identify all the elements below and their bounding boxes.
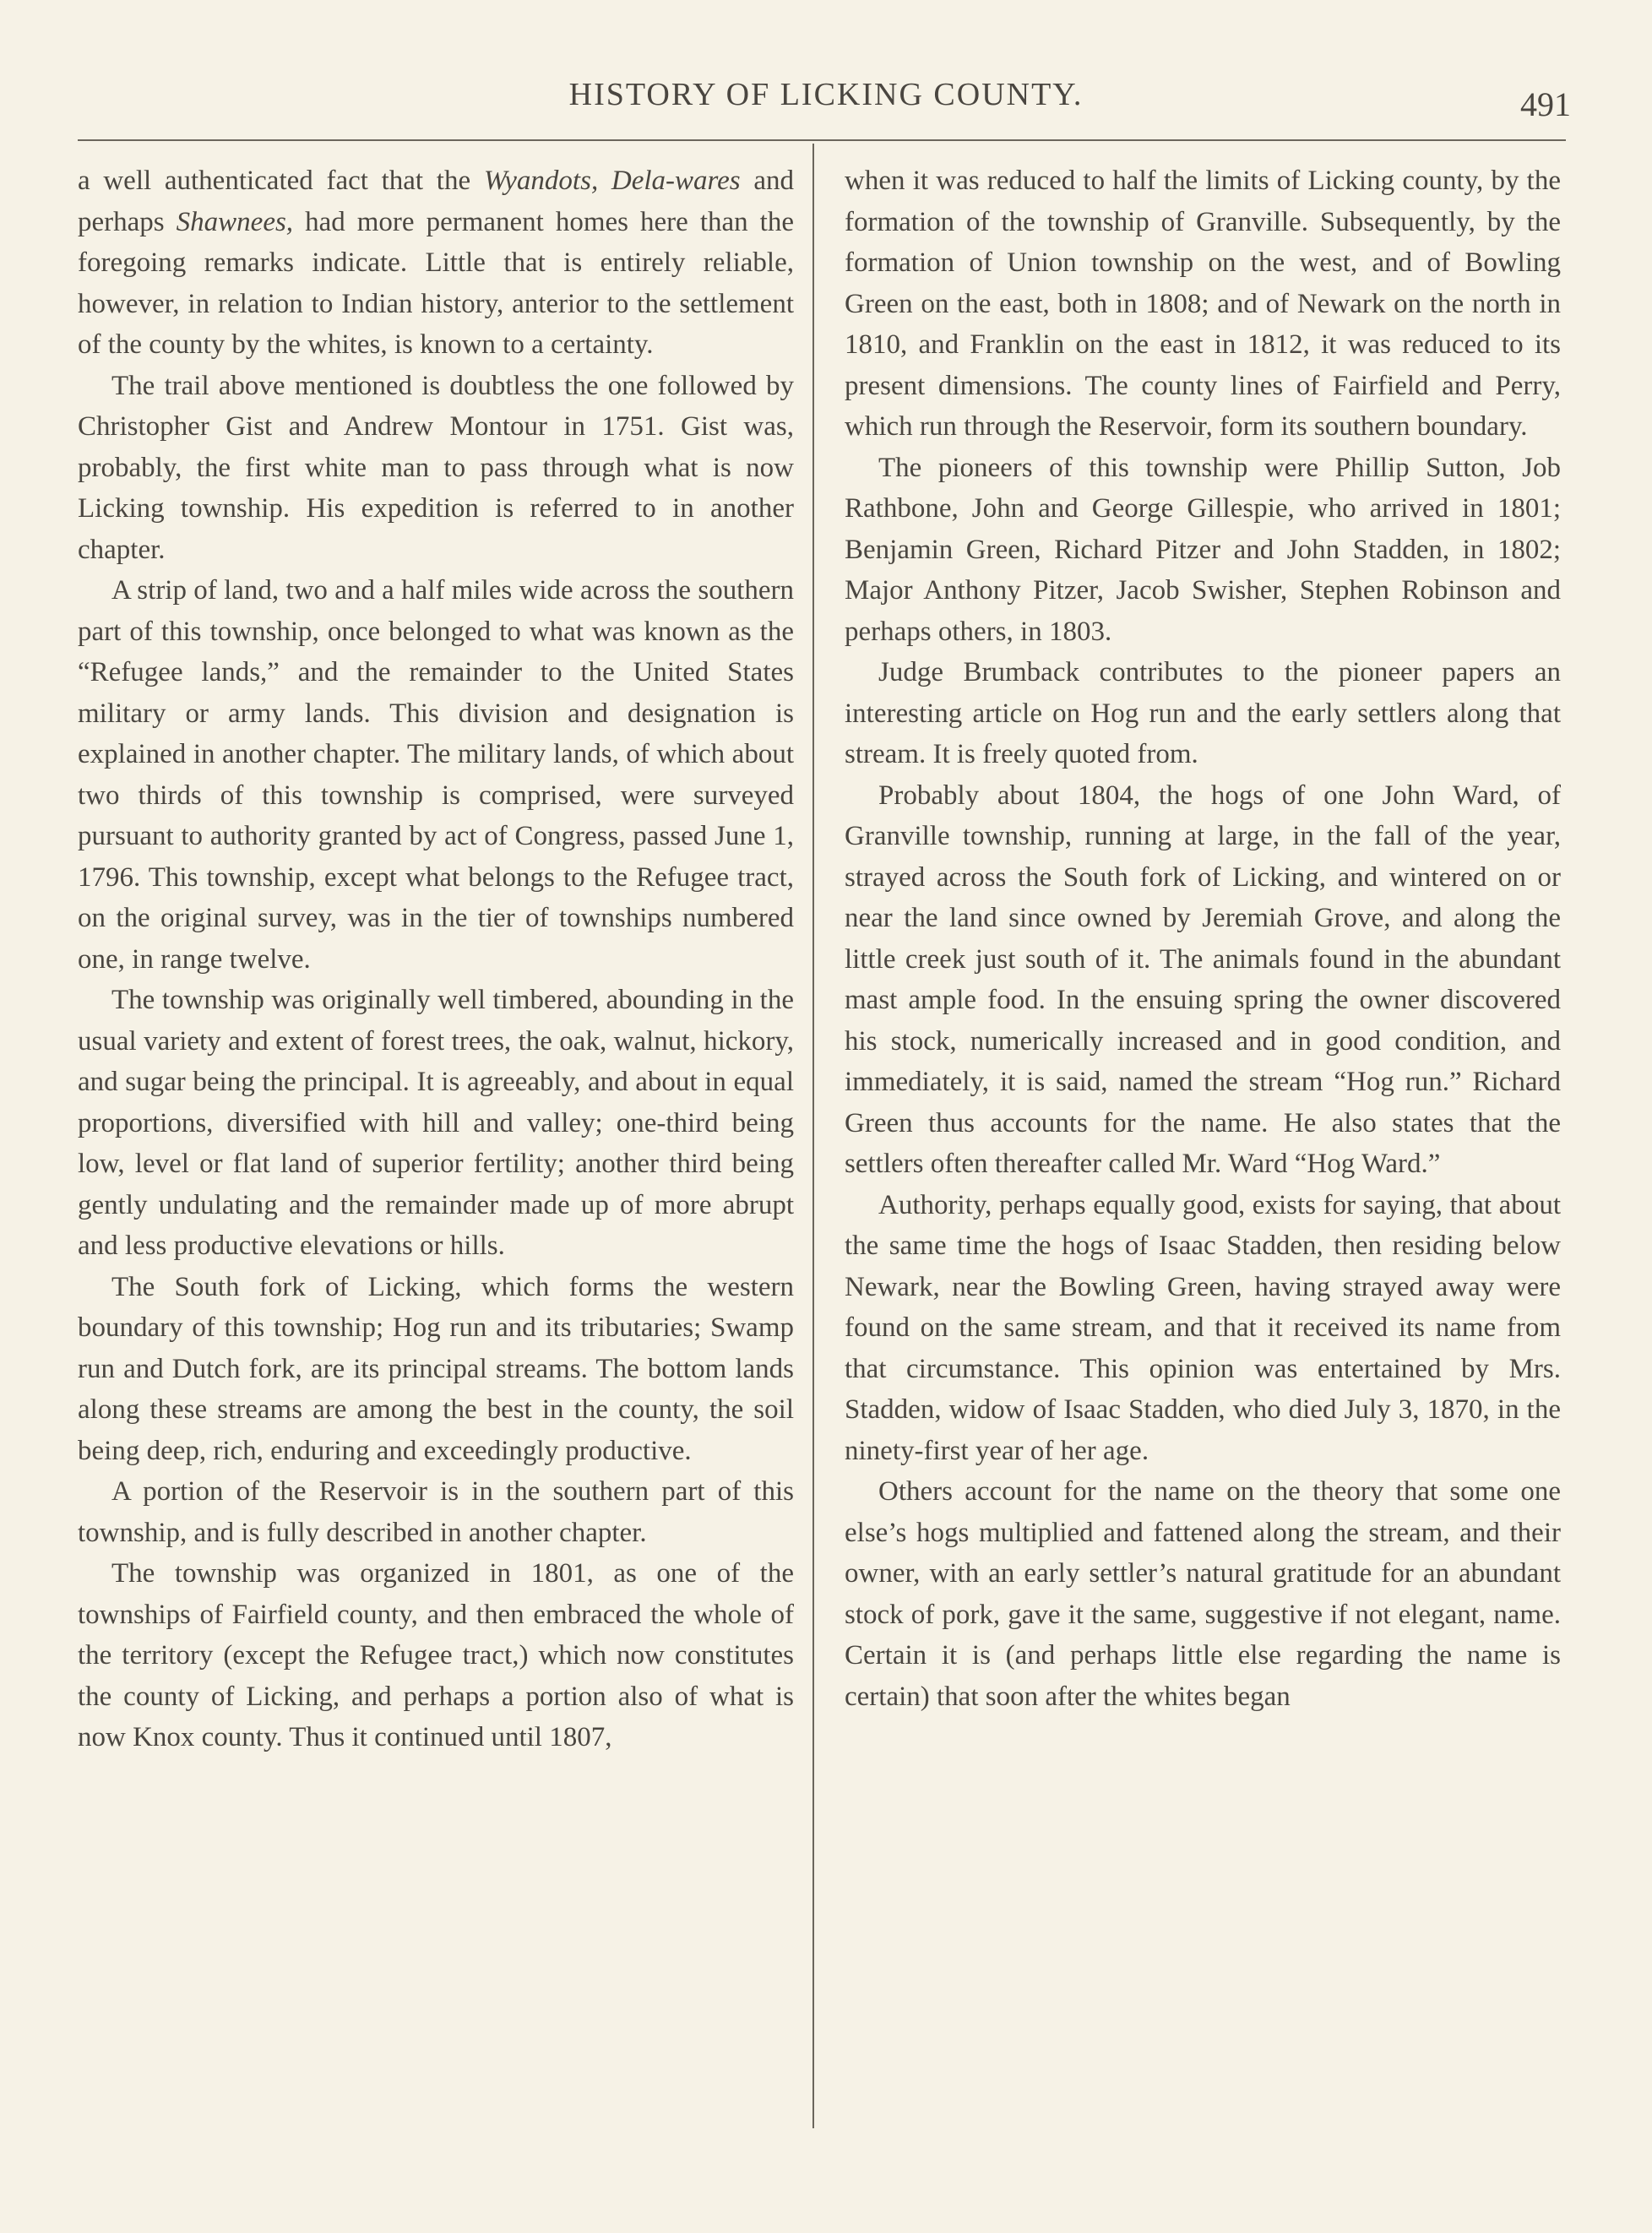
text-run: a well authenticated fact that the <box>78 166 484 196</box>
running-title: HISTORY OF LICKING COUNTY. <box>568 77 1084 112</box>
paragraph: The trail above mentioned is doubtless the one followed by Christopher Gist and Andrew Montour in 1751. Gist was, probably, the first white man to pass through what is now Licking township. His expedition is referred to in another chapter. <box>78 370 794 565</box>
page-number: 491 <box>1520 85 1571 123</box>
left-column <box>78 160 794 1758</box>
column-divider <box>812 144 814 2128</box>
paragraph: Probably about 1804, the hogs of one John Ward, of Granville township, running at large, in the fall of the year, strayed across the South fork of Licking, and wintered on or near the land since owned by Jeremiah Grove, and along the little creek just south of it. The animals found in the abundant mast ample food. In the ensuing spring the owner discovered his stock, numerically increased and in good condition, and immediately, it is said, named the stream “Hog run.” Richard Green thus accounts for the name. He also states that the settlers often thereafter called Mr. Ward “Hog Ward.” <box>845 780 1561 1179</box>
paragraph: A strip of land, two and a half miles wide across the southern part of this township, once belonged to what was known as the “Refugee lands,” and the remainder to the United States military or army lands. This division and designation is explained in another chapter. The military lands, of which about two thirds of this township is comprised, were surveyed pursuant to authority granted by act of Congress, passed June 1, 1796. This township, except what belongs to the Refugee tract, on the original survey, was in the tier of townships numbered one, in range twelve. <box>78 575 794 975</box>
paragraph: The township was originally well timbered, abounding in the usual variety and extent of forest trees, the oak, walnut, hickory, and sugar being the principal. It is agreeably, and about in equal proportions, diversified with hill and valley; one-third being low, level or flat land of superior fertility; another third being gently undulating and the remainder made up of more abrupt and less productive elevations or hills. <box>78 985 794 1261</box>
header-rule <box>78 139 1566 141</box>
paragraph: when it was reduced to half the limits of Licking county, by the formation of the township of Granville. Subsequently, by the formation of Union township on the west, and of Bowling Green on the east, both in 1808; and of Newark on the north in 1810, and Franklin on the east in 1812, it was reduced to its present dimensions. The county lines of Fairfield and Perry, which run through the Reservoir, form its southern boundary. <box>845 166 1561 442</box>
italic-run: Shawnees, <box>176 206 294 237</box>
text-run: and perhaps <box>78 166 795 237</box>
paragraph <box>78 160 794 366</box>
right-column <box>845 160 1561 1717</box>
paragraph: Others account for the name on the theory that some one else’s hogs multiplied and fattened along the stream, and their owner, with an early settler’s natural gratitude for an abundant stock of pork, gave it the same, suggestive if not elegant, name. Certain it is (and perhaps little else regarding the name is certain) that soon after the whites began <box>845 1476 1561 1712</box>
paragraph: The pioneers of this township were Phillip Sutton, Job Rathbone, John and George Gillespie, who arrived in 1801; Benjamin Green, Richard Pitzer and John Stadden, in 1802; Major Anthony Pitzer, Jacob Swisher, Stephen Robinson and perhaps others, in 1803. <box>845 452 1561 647</box>
paragraph: The township was organized in 1801, as one of the townships of Fairfield county, and then embraced the whole of the territory (except the Refugee tract,) which now constitutes the county of Licking, and perhaps a portion also of what is now Knox county. Thus it continued until 1807, <box>78 1558 794 1752</box>
paragraph: Authority, perhaps equally good, exists for saying, that about the same time the hogs of Isaac Stadden, then residing below Newark, near the Bowling Green, having strayed away were found on the same stream, and that it received its name from that circumstance. This opinion was entertained by Mrs. Stadden, widow of Isaac Stadden, who died July 3, 1870, in the ninety-first year of her age. <box>845 1189 1561 1466</box>
italic-run: Wyandots, Dela-wares <box>483 166 741 196</box>
text-run: had more permanent homes here than the foregoing remarks indicate. Little that is entirely reliable, however, in relation to Indian history, anterior to the settlement of the county by the whites, is known to a certainty. <box>78 206 794 360</box>
paragraph: A portion of the Reservoir is in the southern part of this township, and is fully described in another chapter. <box>78 1476 794 1548</box>
paragraph: The South fork of Licking, which forms the western boundary of this township; Hog run and its tributaries; Swamp run and Dutch fork, are its principal streams. The bottom lands along these streams are among the best in the county, the soil being deep, rich, enduring and exceedingly productive. <box>78 1271 794 1466</box>
paragraph: Judge Brumback contributes to the pioneer papers an interesting article on Hog run and the early settlers along that stream. It is freely quoted from. <box>845 657 1561 769</box>
